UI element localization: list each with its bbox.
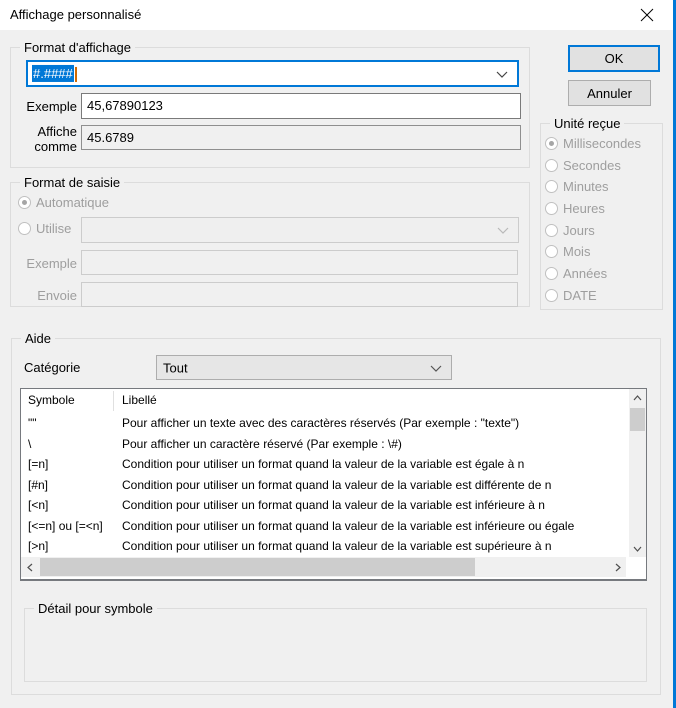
categorie-dropdown-value: Tout	[163, 360, 188, 375]
categorie-label: Catégorie	[24, 360, 81, 375]
cell-libelle: Condition pour utiliser un format quand la valeur de la variable est égale à n	[122, 457, 525, 471]
cell-symbole: [<n]	[28, 498, 49, 512]
symbol-table-header	[21, 389, 627, 413]
radio-unit-label: Millisecondes	[563, 136, 642, 151]
horizontal-scrollbar[interactable]	[21, 557, 626, 577]
table-row[interactable]	[21, 495, 627, 516]
scroll-down-icon[interactable]	[629, 540, 646, 557]
cell-symbole: ""	[28, 416, 37, 430]
group-format-saisie-label: Format de saisie	[20, 175, 124, 190]
ok-button[interactable]: OK	[568, 45, 660, 72]
exemple-label: Exemple	[26, 99, 77, 114]
cancel-button[interactable]: Annuler	[568, 80, 651, 106]
vertical-scrollbar-thumb[interactable]	[630, 408, 645, 431]
envoie-input	[81, 282, 518, 307]
vertical-scrollbar[interactable]	[629, 389, 646, 557]
radio-icon	[545, 180, 558, 193]
table-row[interactable]	[21, 434, 627, 455]
group-unite-recue-label: Unité reçue	[550, 116, 624, 131]
horizontal-scrollbar-thumb[interactable]	[40, 558, 475, 576]
scroll-right-icon[interactable]	[609, 557, 626, 577]
radio-icon	[545, 224, 558, 237]
radio-unit-label: Mois	[563, 244, 591, 260]
symbol-table	[20, 388, 647, 581]
column-header-libelle: Libellé	[122, 393, 157, 407]
utilise-combobox	[81, 217, 519, 243]
table-row[interactable]	[21, 536, 627, 557]
symbol-table-body	[21, 413, 627, 557]
envoie-label: Envoie	[37, 288, 77, 303]
radio-unit-label: Minutes	[563, 179, 609, 195]
radio-unit-label: Secondes	[563, 157, 621, 173]
cell-libelle: Pour afficher un texte avec des caractères réservés (Par exemple : "texte")	[122, 416, 520, 430]
affiche-comme-field: 45.6789	[81, 125, 521, 150]
group-detail-symbole	[24, 601, 647, 682]
group-detail-symbole-label: Détail pour symbole	[34, 601, 157, 616]
titlebar	[0, 0, 676, 30]
table-row[interactable]	[21, 475, 627, 496]
radio-icon	[18, 222, 31, 235]
exemple-input[interactable]: 45,67890123	[81, 93, 521, 119]
radio-unit-label: Jours	[563, 222, 595, 238]
chevron-down-icon	[496, 71, 508, 78]
cell-symbole: [>n]	[28, 539, 49, 553]
cell-symbole: \	[28, 436, 32, 451]
cell-libelle: Condition pour utiliser un format quand la valeur de la variable est différente de n	[122, 477, 552, 492]
close-icon	[640, 8, 654, 22]
radio-icon	[545, 267, 558, 280]
radio-icon	[545, 137, 558, 150]
radio-unit-label: Heures	[563, 201, 605, 217]
column-separator	[113, 391, 114, 411]
cell-libelle: Condition pour utiliser un format quand la valeur de la variable est supérieure à n	[122, 539, 552, 553]
chevron-down-icon	[497, 227, 509, 234]
radio-icon	[545, 245, 558, 258]
chevron-down-icon	[430, 365, 442, 372]
scroll-left-icon[interactable]	[21, 557, 38, 577]
scroll-up-icon[interactable]	[629, 389, 646, 406]
saisie-exemple-label: Exemple	[26, 256, 77, 271]
format-combobox-value: #.####	[32, 65, 77, 81]
radio-icon	[545, 202, 558, 215]
group-unite-recue	[540, 116, 663, 310]
group-aide-label: Aide	[21, 331, 55, 346]
table-row[interactable]	[21, 516, 627, 537]
column-header-symbole: Symbole	[28, 393, 75, 407]
table-row[interactable]	[21, 454, 627, 475]
radio-icon	[545, 159, 558, 172]
cell-libelle: Pour afficher un caractère réservé (Par exemple : \#)	[122, 436, 402, 451]
cell-libelle: Condition pour utiliser un format quand la valeur de la variable est inférieure à n	[122, 498, 545, 512]
text-caret	[75, 67, 77, 82]
affiche-comme-label: Affiche comme	[34, 124, 77, 154]
radio-utilise-label: Utilise	[36, 221, 72, 236]
close-button[interactable]	[630, 0, 664, 30]
cell-symbole: [<=n] ou [=<n]	[28, 518, 103, 533]
cell-symbole: [=n]	[28, 457, 49, 471]
radio-unit-label: DATE	[563, 287, 597, 303]
cell-libelle: Condition pour utiliser un format quand la valeur de la variable est inférieure ou égale	[122, 518, 575, 533]
format-combobox[interactable]	[26, 60, 519, 87]
radio-icon	[545, 289, 558, 302]
radio-automatique-label: Automatique	[36, 195, 109, 210]
radio-icon	[18, 196, 31, 209]
table-row[interactable]	[21, 413, 627, 434]
radio-unit-label: Années	[563, 266, 608, 282]
radio-automatique	[18, 196, 138, 210]
saisie-exemple-input	[81, 250, 518, 275]
group-format-affichage-label: Format d'affichage	[20, 40, 135, 55]
window-title: Affichage personnalisé	[10, 7, 142, 22]
cell-symbole: [#n]	[28, 477, 49, 492]
categorie-dropdown[interactable]	[156, 355, 452, 380]
